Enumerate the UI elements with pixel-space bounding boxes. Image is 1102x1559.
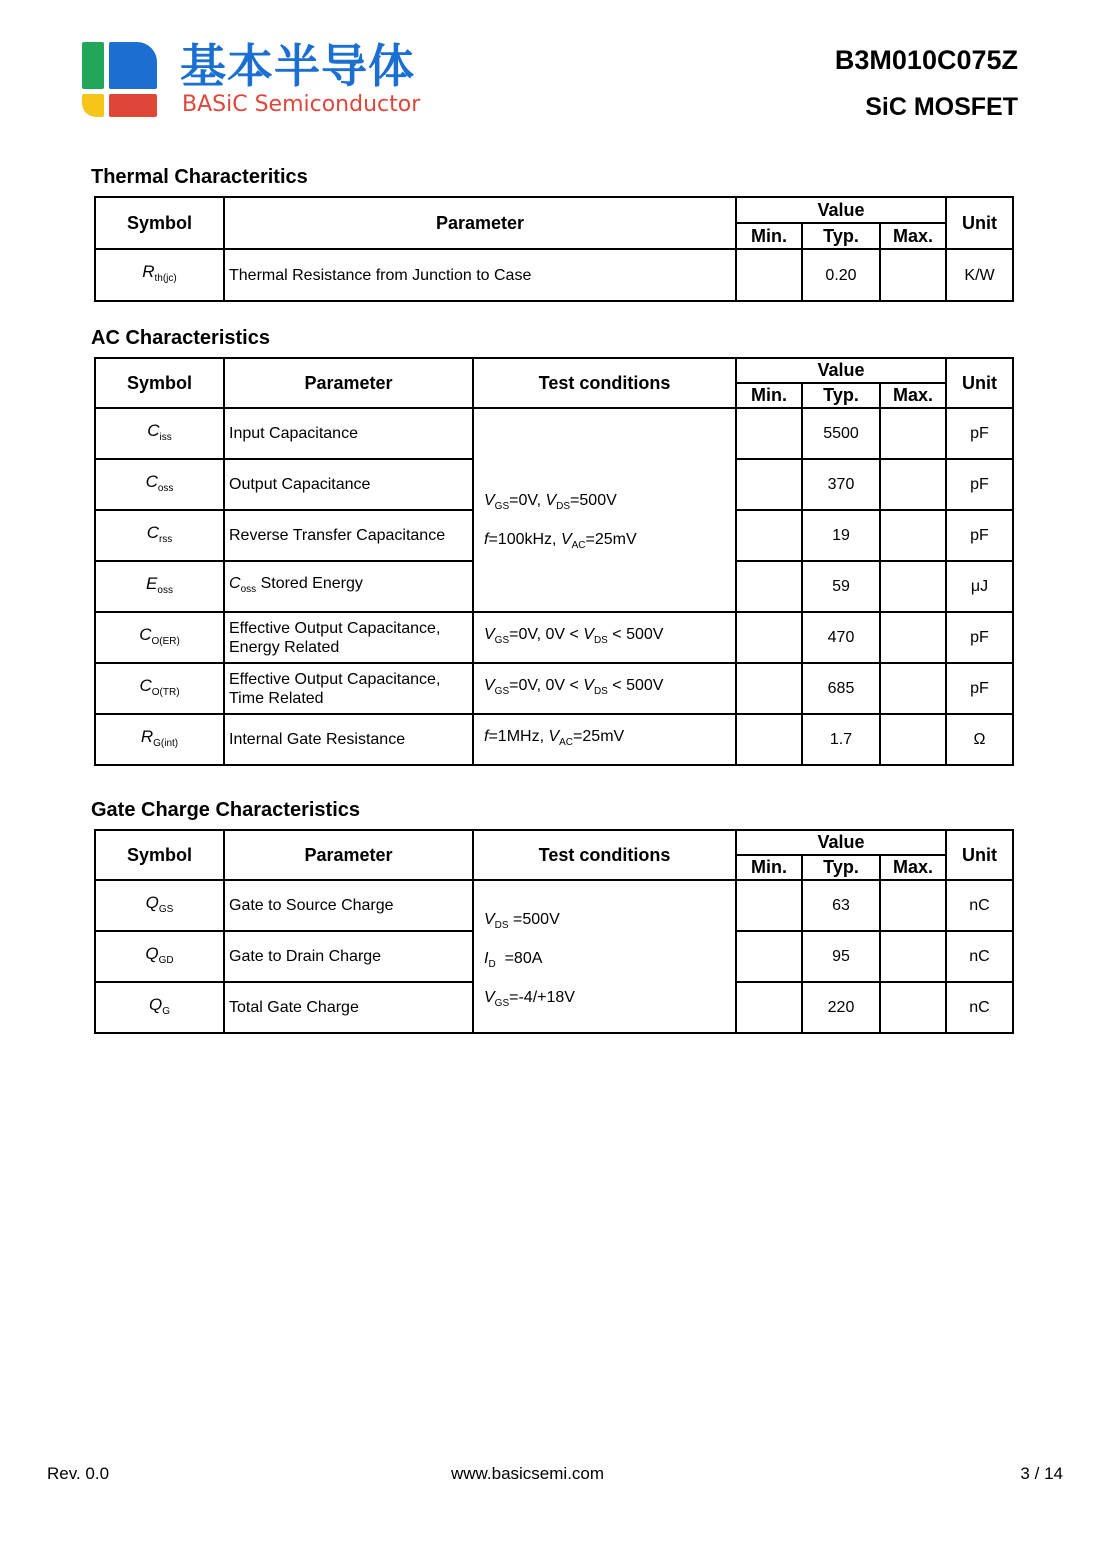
header-typ: Typ.: [802, 855, 880, 880]
symbol-cell: $R_{G(int)}$: [95, 714, 224, 765]
unit-cell: nC: [946, 982, 1013, 1033]
typ-cell: 220: [802, 982, 880, 1033]
unit-cell: pF: [946, 459, 1013, 510]
unit-cell: nC: [946, 880, 1013, 931]
unit-cell: μJ: [946, 561, 1013, 612]
table-row: [95, 612, 1013, 663]
gate-charge-section-title: Gate Charge Characteristics: [91, 799, 361, 821]
part-number: B3M010C075Z: [834, 45, 1018, 75]
parameter-cell: Gate to Source Charge: [224, 880, 473, 931]
symbol-cell: $C_{O(TR)}$: [95, 663, 224, 714]
device-type: SiC MOSFET: [865, 93, 1018, 121]
logo-green-block: [82, 42, 104, 89]
max-cell: [880, 510, 946, 561]
thermal-section-title: Thermal Characteritics: [91, 166, 308, 188]
symbol-cell: $C_{rss}$: [95, 510, 224, 561]
header-parameter: Parameter: [224, 830, 473, 880]
typ-cell: 19: [802, 510, 880, 561]
parameter-cell: Effective Output Capacitance, Time Related: [224, 663, 473, 714]
table-row: [95, 714, 1013, 765]
typ-cell: 685: [802, 663, 880, 714]
header-max: Max.: [880, 855, 946, 880]
max-cell: [880, 880, 946, 931]
logo-blue-block: [109, 42, 157, 89]
typ-cell: 95: [802, 931, 880, 982]
unit-cell: Ω: [946, 714, 1013, 765]
header-unit: Unit: [946, 197, 1013, 249]
revision-label: Rev. 0.0: [47, 1464, 110, 1483]
typ-cell: 1.7: [802, 714, 880, 765]
logo-yellow-block: [82, 94, 104, 117]
header-typ: Typ.: [802, 383, 880, 408]
header-test-conditions: Test conditions: [473, 830, 736, 880]
min-cell: [736, 612, 802, 663]
parameter-cell: Reverse Transfer Capacitance: [224, 510, 473, 561]
unit-cell: K/W: [946, 249, 1013, 301]
min-cell: [736, 408, 802, 459]
max-cell: [880, 408, 946, 459]
max-cell: [880, 714, 946, 765]
symbol-cell: $C_{O(ER)}$: [95, 612, 224, 663]
max-cell: [880, 663, 946, 714]
max-cell: [880, 982, 946, 1033]
unit-cell: pF: [946, 663, 1013, 714]
min-cell: [736, 561, 802, 612]
parameter-cell: Thermal Resistance from Junction to Case: [224, 249, 736, 301]
symbol-cell: $C_{oss}$: [95, 459, 224, 510]
parameter-cell: $C_{oss}$ Stored Energy: [224, 561, 473, 612]
parameter-cell: Effective Output Capacitance, Energy Related: [224, 612, 473, 663]
symbol-cell: $Q_{GS}$: [95, 880, 224, 931]
unit-cell: pF: [946, 408, 1013, 459]
test-conditions-cell: f=1MHz, $V_{AC}=25mV$: [473, 714, 736, 765]
min-cell: [736, 982, 802, 1033]
header-symbol: Symbol: [95, 830, 224, 880]
min-cell: [736, 510, 802, 561]
max-cell: [880, 931, 946, 982]
min-cell: [736, 931, 802, 982]
header-unit: Unit: [946, 358, 1013, 408]
max-cell: [880, 612, 946, 663]
page-number: 3 / 14: [1020, 1464, 1063, 1483]
typ-cell: 370: [802, 459, 880, 510]
typ-cell: 470: [802, 612, 880, 663]
header-min: Min.: [736, 855, 802, 880]
symbol-cell: $Q_G$: [95, 982, 224, 1033]
max-cell: [880, 459, 946, 510]
table-row: [95, 249, 1013, 301]
header-max: Max.: [880, 223, 946, 249]
test-conditions-cell: $V_{GS}=0V$, $0V < V_{DS} < 500V$: [473, 612, 736, 663]
symbol-cell: $Q_{GD}$: [95, 931, 224, 982]
parameter-cell: Internal Gate Resistance: [224, 714, 473, 765]
header-symbol: Symbol: [95, 358, 224, 408]
typ-cell: 0.20: [802, 249, 880, 301]
min-cell: [736, 880, 802, 931]
header-min: Min.: [736, 383, 802, 408]
header-max: Max.: [880, 383, 946, 408]
brand-name-english: BASiC Semiconductor: [182, 92, 421, 117]
header-value: Value: [736, 358, 946, 383]
parameter-cell: Total Gate Charge: [224, 982, 473, 1033]
min-cell: [736, 714, 802, 765]
ac-section-title: AC Characteristics: [91, 327, 270, 349]
company-logo: [82, 42, 157, 117]
symbol-cell: $R_{th(jc)}$: [95, 249, 224, 301]
min-cell: [736, 249, 802, 301]
table-row: [95, 408, 1013, 459]
header-parameter: Parameter: [224, 358, 473, 408]
parameter-cell: Gate to Drain Charge: [224, 931, 473, 982]
logo-red-block: [109, 94, 157, 117]
brand-name-chinese: 基本半导体: [180, 39, 415, 93]
header-typ: Typ.: [802, 223, 880, 249]
typ-cell: 63: [802, 880, 880, 931]
header-value: Value: [736, 197, 946, 223]
test-conditions-cell: $V_{GS}=0V$, $V_{DS}=500V$ f=100kHz, $V_{AC}=25mV$: [473, 408, 736, 612]
header-min: Min.: [736, 223, 802, 249]
header-symbol: Symbol: [95, 197, 224, 249]
unit-cell: pF: [946, 510, 1013, 561]
test-conditions-cell: $V_{DS} =500V$ $I_D =80A$ $V_{GS}=-4/+18V$: [473, 880, 736, 1033]
ac-table: [94, 357, 1014, 766]
header-parameter: Parameter: [224, 197, 736, 249]
header-unit: Unit: [946, 830, 1013, 880]
header-value: Value: [736, 830, 946, 855]
max-cell: [880, 561, 946, 612]
symbol-cell: $E_{oss}$: [95, 561, 224, 612]
parameter-cell: Input Capacitance: [224, 408, 473, 459]
gate-charge-table: [94, 829, 1014, 1034]
typ-cell: 59: [802, 561, 880, 612]
min-cell: [736, 459, 802, 510]
max-cell: [880, 249, 946, 301]
symbol-cell: $C_{iss}$: [95, 408, 224, 459]
parameter-cell: Output Capacitance: [224, 459, 473, 510]
table-row: [95, 880, 1013, 931]
test-conditions-cell: $V_{GS}=0V$, $0V < V_{DS} < 500V$: [473, 663, 736, 714]
typ-cell: 5500: [802, 408, 880, 459]
thermal-table: [94, 196, 1014, 302]
min-cell: [736, 663, 802, 714]
unit-cell: nC: [946, 931, 1013, 982]
website-link[interactable]: www.basicsemi.com: [451, 1464, 605, 1483]
table-row: [95, 663, 1013, 714]
unit-cell: pF: [946, 612, 1013, 663]
header-test-conditions: Test conditions: [473, 358, 736, 408]
